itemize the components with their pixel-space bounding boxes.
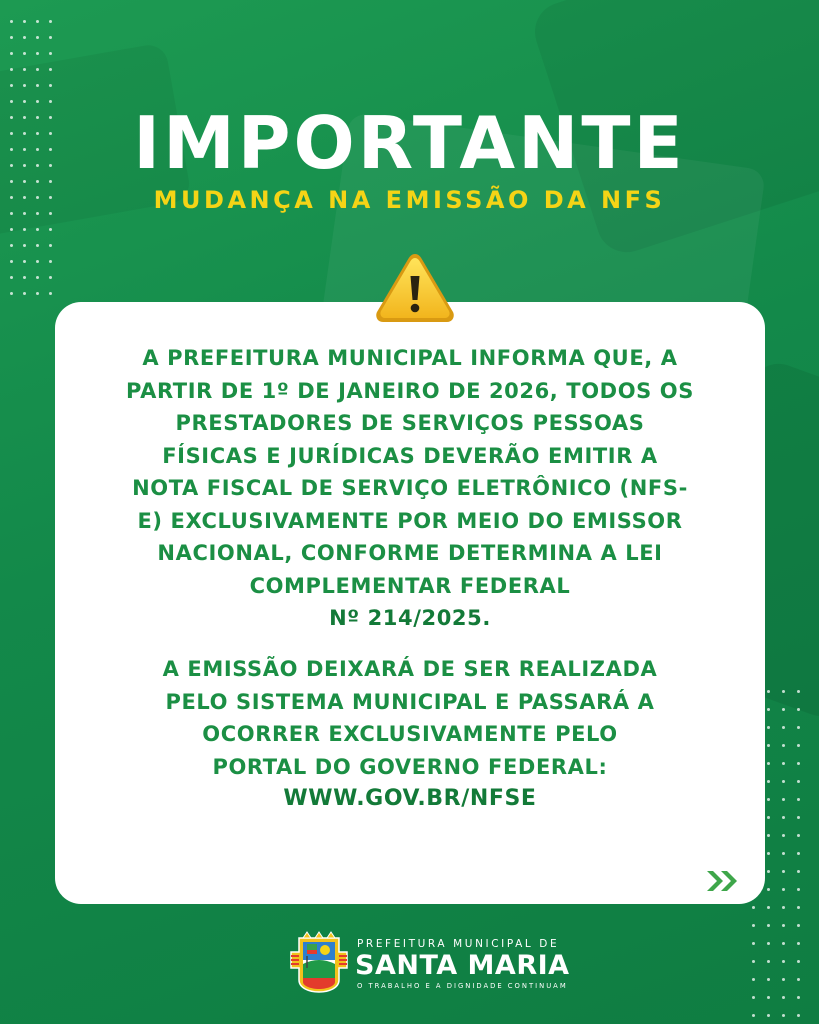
decorative-dot bbox=[767, 726, 770, 729]
decorative-dot bbox=[752, 978, 755, 981]
decorative-dot bbox=[752, 906, 755, 909]
decorative-dot bbox=[767, 816, 770, 819]
notice-line: A PREFEITURA MUNICIPAL INFORMA QUE, A bbox=[142, 346, 678, 370]
decorative-dot bbox=[797, 726, 800, 729]
decorative-dot bbox=[49, 36, 52, 39]
decorative-dot bbox=[767, 852, 770, 855]
decorative-dot bbox=[782, 906, 785, 909]
decorative-dot bbox=[752, 924, 755, 927]
decorative-dot bbox=[767, 708, 770, 711]
decorative-dot bbox=[797, 780, 800, 783]
decorative-dot bbox=[797, 852, 800, 855]
decorative-dot bbox=[767, 690, 770, 693]
decorative-dot bbox=[782, 924, 785, 927]
notice-line: E) EXCLUSIVAMENTE POR MEIO DO EMISSOR bbox=[137, 508, 683, 533]
notice-line: NOTA FISCAL DE SERVIÇO ELETRÔNICO (NFS- bbox=[132, 476, 688, 500]
decorative-dot bbox=[36, 84, 39, 87]
decorative-dot bbox=[782, 762, 785, 765]
decorative-dot bbox=[782, 888, 785, 891]
decorative-dot bbox=[767, 942, 770, 945]
decorative-dot bbox=[10, 36, 13, 39]
decorative-dot bbox=[782, 816, 785, 819]
decorative-dot bbox=[767, 780, 770, 783]
decorative-dot bbox=[797, 978, 800, 981]
decorative-dot bbox=[797, 888, 800, 891]
decorative-dot bbox=[10, 228, 13, 231]
decorative-dot bbox=[797, 906, 800, 909]
decorative-dot bbox=[49, 276, 52, 279]
decorative-dot bbox=[10, 84, 13, 87]
decorative-dot bbox=[782, 834, 785, 837]
decorative-dot bbox=[767, 978, 770, 981]
decorative-dot bbox=[36, 36, 39, 39]
org-name: SANTA MARIA bbox=[355, 950, 570, 981]
decorative-dot bbox=[797, 690, 800, 693]
decorative-dot bbox=[767, 762, 770, 765]
decorative-dot bbox=[10, 260, 13, 263]
decorative-dot bbox=[36, 228, 39, 231]
website-link[interactable]: WWW.GOV.BR/NFSE bbox=[283, 786, 537, 811]
decorative-dot bbox=[23, 228, 26, 231]
decorative-dot bbox=[49, 292, 52, 295]
decorative-dot bbox=[10, 68, 13, 71]
decorative-dot bbox=[782, 798, 785, 801]
decorative-dot bbox=[752, 996, 755, 999]
decorative-dot bbox=[767, 798, 770, 801]
decorative-dot bbox=[49, 260, 52, 263]
decorative-dot bbox=[782, 978, 785, 981]
decorative-dot bbox=[782, 1014, 785, 1017]
decorative-dot bbox=[49, 68, 52, 71]
decorative-dot bbox=[782, 690, 785, 693]
santa-maria-logo bbox=[287, 930, 351, 994]
notice-line: PARTIR DE 1º DE JANEIRO DE 2026, TODOS OS bbox=[126, 378, 694, 403]
decorative-dot bbox=[767, 834, 770, 837]
notice-line: COMPLEMENTAR FEDERAL bbox=[249, 573, 571, 598]
decorative-dot bbox=[10, 52, 13, 55]
warning-triangle-icon bbox=[373, 250, 457, 326]
decorative-dot bbox=[23, 244, 26, 247]
decorative-dot bbox=[797, 924, 800, 927]
decorative-dot bbox=[49, 244, 52, 247]
decorative-dot bbox=[782, 942, 785, 945]
decorative-dot bbox=[36, 276, 39, 279]
double-chevron-right-icon[interactable] bbox=[705, 868, 741, 894]
decorative-dot bbox=[49, 52, 52, 55]
decorative-dot bbox=[767, 960, 770, 963]
decorative-dot bbox=[797, 1014, 800, 1017]
headline-subtitle: MUDANÇA NA EMISSÃO DA NFS bbox=[153, 186, 666, 214]
org-motto: O TRABALHO E A DIGNIDADE CONTINUAM bbox=[357, 982, 568, 990]
notice-card bbox=[55, 302, 765, 904]
decorative-dot bbox=[767, 870, 770, 873]
decorative-dot bbox=[23, 20, 26, 23]
decorative-dot bbox=[782, 852, 785, 855]
decorative-dot bbox=[10, 276, 13, 279]
decorative-dot bbox=[49, 228, 52, 231]
decorative-dot bbox=[782, 726, 785, 729]
notice-paragraph-2 bbox=[55, 653, 765, 816]
decorative-dot bbox=[23, 52, 26, 55]
decorative-dot bbox=[767, 888, 770, 891]
decorative-dot bbox=[752, 1014, 755, 1017]
decorative-dot bbox=[782, 996, 785, 999]
decorative-dot bbox=[782, 708, 785, 711]
decorative-dot bbox=[767, 924, 770, 927]
decorative-dot bbox=[23, 36, 26, 39]
notice-paragraph-1 bbox=[55, 342, 765, 635]
decorative-dot bbox=[797, 942, 800, 945]
decorative-dot bbox=[797, 960, 800, 963]
decorative-dot bbox=[10, 20, 13, 23]
decorative-dot bbox=[797, 762, 800, 765]
decorative-dot bbox=[767, 996, 770, 999]
decorative-dot bbox=[797, 996, 800, 999]
law-number: Nº 214/2025. bbox=[329, 606, 491, 630]
decorative-dot bbox=[36, 20, 39, 23]
decorative-dot bbox=[23, 68, 26, 71]
decorative-dot bbox=[767, 1014, 770, 1017]
decorative-dot bbox=[23, 84, 26, 87]
decorative-dot bbox=[36, 292, 39, 295]
decorative-dot bbox=[23, 276, 26, 279]
notice-line: PRESTADORES DE SERVIÇOS PESSOAS bbox=[175, 411, 645, 435]
notice-line: A EMISSÃO DEIXARÁ DE SER REALIZADA bbox=[162, 657, 658, 681]
decorative-dot bbox=[10, 292, 13, 295]
decorative-dot bbox=[797, 798, 800, 801]
decorative-dot bbox=[23, 292, 26, 295]
decorative-dot bbox=[36, 260, 39, 263]
notice-line: OCORRER EXCLUSIVAMENTE PELO bbox=[202, 722, 618, 746]
notice-line: PELO SISTEMA MUNICIPAL E PASSARÁ A bbox=[165, 689, 655, 714]
decorative-dot bbox=[752, 960, 755, 963]
decorative-dot bbox=[767, 906, 770, 909]
decorative-dot bbox=[49, 20, 52, 23]
decorative-dot bbox=[36, 68, 39, 71]
decorative-dot bbox=[782, 870, 785, 873]
decorative-dot bbox=[797, 834, 800, 837]
org-header: PREFEITURA MUNICIPAL DE bbox=[357, 938, 560, 950]
notice-line: PORTAL DO GOVERNO FEDERAL: bbox=[212, 754, 608, 779]
decorative-dot bbox=[797, 744, 800, 747]
decorative-dot bbox=[782, 960, 785, 963]
decorative-dot bbox=[782, 780, 785, 783]
decorative-dot bbox=[36, 244, 39, 247]
decorative-dot bbox=[797, 816, 800, 819]
footer-branding bbox=[287, 930, 570, 1000]
decorative-dot bbox=[23, 260, 26, 263]
decorative-dot bbox=[797, 870, 800, 873]
decorative-dot bbox=[782, 744, 785, 747]
notice-line: NACIONAL, CONFORME DETERMINA A LEI bbox=[157, 541, 663, 565]
decorative-dot bbox=[10, 244, 13, 247]
decorative-dot bbox=[797, 708, 800, 711]
decorative-dot bbox=[752, 942, 755, 945]
headline-title: IMPORTANTE bbox=[133, 101, 686, 185]
decorative-dot bbox=[49, 84, 52, 87]
decorative-dot bbox=[36, 52, 39, 55]
notice-line: FÍSICAS E JURÍDICAS DEVERÃO EMITIR A bbox=[162, 443, 658, 468]
decorative-dot bbox=[767, 744, 770, 747]
